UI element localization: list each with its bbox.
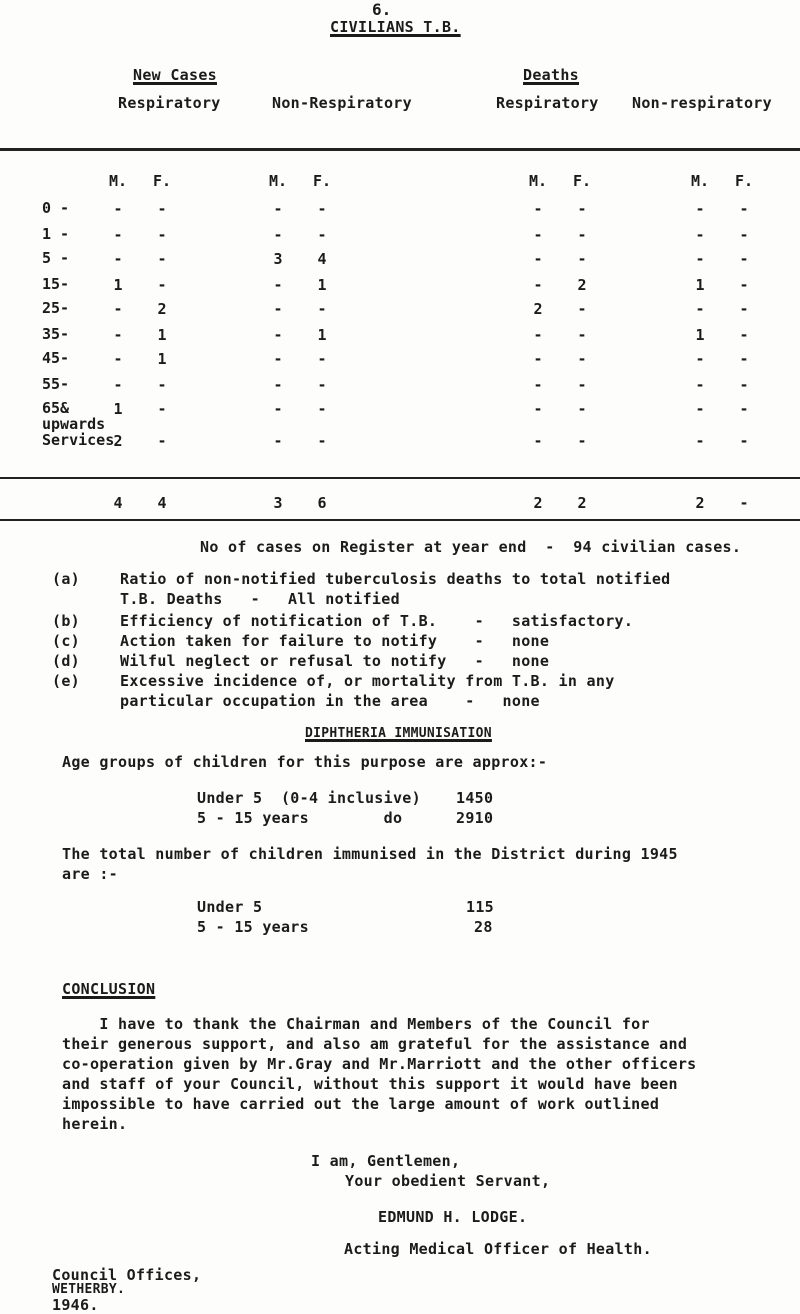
table-cell: -	[317, 376, 327, 394]
table-cell: -	[273, 350, 283, 368]
table-cell: -	[577, 400, 587, 418]
table-cell: -	[533, 200, 543, 218]
item-letter: (a)	[52, 570, 80, 588]
table-cell: -	[113, 326, 123, 344]
item-text-cont: T.B. Deaths - All notified	[120, 590, 400, 608]
table-cell: -	[317, 400, 327, 418]
conclusion-line: impossible to have carried out the large amount of work outlined	[62, 1095, 660, 1113]
table-cell: -	[113, 300, 123, 318]
table-cell: -	[113, 200, 123, 218]
table-cell: 2	[113, 432, 123, 450]
age-group-label: 5 - 15 years do	[197, 809, 403, 827]
item-letter: (c)	[52, 632, 80, 650]
table-cell: -	[157, 250, 167, 268]
total-cell: 4	[113, 494, 123, 512]
conclusion-line: co-operation given by Mr.Gray and Mr.Marriott and the other officers	[62, 1055, 697, 1073]
table-cell: -	[739, 400, 749, 418]
table-cell: -	[577, 226, 587, 244]
age-group-label: 15-	[42, 275, 70, 293]
footer-town: WETHERBY.	[52, 1282, 126, 1297]
table-cell: -	[739, 226, 749, 244]
age-group-label: 1 -	[42, 225, 70, 243]
table-cell: 1	[113, 400, 123, 418]
table-cell: -	[157, 276, 167, 294]
table-cell: -	[273, 326, 283, 344]
table-cell: -	[533, 400, 543, 418]
table-cell: 2	[157, 300, 167, 318]
table-cell: 2	[577, 276, 587, 294]
signature: EDMUND H. LODGE.	[378, 1208, 528, 1226]
table-cell: -	[533, 326, 543, 344]
item-letter: (e)	[52, 672, 80, 690]
sub-heading-nonrespiratory-cases: Non-Respiratory	[272, 94, 412, 112]
table-cell: -	[317, 226, 327, 244]
table-cell: 3	[273, 250, 283, 268]
total-cell: 2	[695, 494, 705, 512]
sex-heading: F.	[572, 172, 592, 190]
table-cell: -	[533, 276, 543, 294]
conclusion-line: and staff of your Council, without this support it would have been	[62, 1075, 678, 1093]
conclusion-line: I have to thank the Chairman and Members of the Council for	[62, 1015, 650, 1033]
total-cell: -	[739, 494, 749, 512]
table-cell: -	[273, 300, 283, 318]
table-cell: 1	[157, 350, 167, 368]
table-cell: -	[695, 350, 705, 368]
table-cell: -	[533, 376, 543, 394]
immunised-total-text: The total number of children immunised in the District during 1945	[62, 845, 678, 863]
immunised-value: 115	[466, 898, 494, 916]
table-cell: -	[157, 226, 167, 244]
table-cell: -	[113, 250, 123, 268]
table-cell: -	[533, 350, 543, 368]
table-cell: -	[577, 250, 587, 268]
immunised-value: 28	[474, 918, 493, 936]
immunised-label: Under 5	[197, 898, 263, 916]
table-cell: 1	[157, 326, 167, 344]
diphtheria-intro: Age groups of children for this purpose are approx:-	[62, 753, 548, 771]
table-cell: 1	[695, 276, 705, 294]
table-cell: 4	[317, 250, 327, 268]
table-cell: -	[157, 376, 167, 394]
table-cell: -	[113, 350, 123, 368]
table-cell: -	[317, 432, 327, 450]
age-group-label: 0 -	[42, 199, 70, 217]
total-cell: 6	[317, 494, 327, 512]
register-note: No of cases on Register at year end - 94 civilian cases.	[200, 538, 742, 556]
age-group-label: Services	[42, 431, 115, 449]
item-text: Wilful neglect or refusal to notify - none	[120, 652, 550, 670]
deaths-heading: Deaths	[523, 66, 579, 84]
page-title: CIVILIANS T.B.	[330, 18, 461, 36]
table-cell: -	[273, 226, 283, 244]
table-cell: -	[157, 400, 167, 418]
table-cell: -	[577, 376, 587, 394]
sex-heading: M.	[528, 172, 548, 190]
age-group-label: 55-	[42, 375, 70, 393]
table-cell: -	[695, 432, 705, 450]
sub-heading-respiratory-deaths: Respiratory	[496, 94, 599, 112]
table-cell: -	[695, 376, 705, 394]
table-cell: -	[317, 350, 327, 368]
item-text-cont: particular occupation in the area - none	[120, 692, 540, 710]
sub-heading-nonrespiratory-deaths: Non-respiratory	[632, 94, 772, 112]
item-text: Ratio of non-notified tuberculosis deaths to total notified	[120, 570, 671, 588]
table-cell: -	[739, 376, 749, 394]
sub-heading-respiratory-cases: Respiratory	[118, 94, 221, 112]
sex-heading: F.	[734, 172, 754, 190]
age-group-value: 1450	[456, 789, 494, 807]
immunised-total-text: are :-	[62, 865, 118, 883]
conclusion-line: their generous support, and also am grateful for the assistance and	[62, 1035, 688, 1053]
table-top-rule	[0, 148, 800, 151]
table-cell: -	[739, 300, 749, 318]
footer-year: 1946.	[52, 1296, 99, 1314]
sex-heading: M.	[108, 172, 128, 190]
conclusion-line: herein.	[62, 1115, 128, 1133]
totals-rule	[0, 519, 800, 521]
table-cell: -	[739, 276, 749, 294]
table-cell: -	[157, 432, 167, 450]
table-cell: -	[273, 200, 283, 218]
table-cell: -	[113, 376, 123, 394]
age-group-label: Under 5 (0-4 inclusive)	[197, 789, 421, 807]
table-cell: -	[695, 250, 705, 268]
age-group-label: 25-	[42, 299, 70, 317]
table-cell: -	[533, 432, 543, 450]
table-bottom-rule	[0, 477, 800, 479]
total-cell: 4	[157, 494, 167, 512]
page-number: 6.	[372, 0, 392, 19]
table-cell: 1	[695, 326, 705, 344]
total-cell: 2	[577, 494, 587, 512]
table-cell: 1	[113, 276, 123, 294]
sex-heading: F.	[152, 172, 172, 190]
sex-heading: M.	[690, 172, 710, 190]
table-cell: -	[739, 432, 749, 450]
table-cell: -	[739, 326, 749, 344]
table-cell: -	[695, 400, 705, 418]
table-cell: -	[273, 276, 283, 294]
item-text: Efficiency of notification of T.B. - satisfactory.	[120, 612, 634, 630]
age-group-value: 2910	[456, 809, 494, 827]
table-cell: -	[739, 250, 749, 268]
total-cell: 2	[533, 494, 543, 512]
table-cell: -	[577, 350, 587, 368]
table-cell: -	[695, 200, 705, 218]
table-cell: -	[695, 226, 705, 244]
sex-heading: F.	[312, 172, 332, 190]
table-cell: -	[533, 250, 543, 268]
immunised-label: 5 - 15 years	[197, 918, 309, 936]
age-group-label: 45-	[42, 349, 70, 367]
item-text: Action taken for failure to notify - none	[120, 632, 550, 650]
table-cell: 2	[533, 300, 543, 318]
item-letter: (d)	[52, 652, 80, 670]
closing-2: Your obedient Servant,	[345, 1172, 551, 1190]
table-cell: -	[577, 432, 587, 450]
table-cell: -	[739, 200, 749, 218]
table-cell: -	[739, 350, 749, 368]
age-group-label: 65& upwards	[42, 399, 106, 433]
table-cell: -	[273, 400, 283, 418]
table-cell: -	[577, 200, 587, 218]
table-cell: 1	[317, 326, 327, 344]
total-cell: 3	[273, 494, 283, 512]
table-cell: -	[317, 200, 327, 218]
age-group-label: 5 -	[42, 249, 70, 267]
table-cell: -	[273, 376, 283, 394]
footer-address: Council Offices,	[52, 1266, 202, 1284]
item-text: Excessive incidence of, or mortality from T.B. in any	[120, 672, 615, 690]
sex-heading: M.	[268, 172, 288, 190]
table-cell: -	[317, 300, 327, 318]
new-cases-heading: New Cases	[133, 66, 217, 84]
table-cell: -	[695, 300, 705, 318]
closing: I am, Gentlemen,	[311, 1152, 461, 1170]
table-cell: -	[577, 326, 587, 344]
position: Acting Medical Officer of Health.	[344, 1240, 652, 1258]
diphtheria-heading: DIPHTHERIA IMMUNISATION	[305, 726, 492, 741]
table-cell: 1	[317, 276, 327, 294]
table-cell: -	[533, 226, 543, 244]
table-cell: -	[273, 432, 283, 450]
table-cell: -	[157, 200, 167, 218]
conclusion-heading: CONCLUSION	[62, 980, 156, 998]
item-letter: (b)	[52, 612, 80, 630]
table-cell: -	[113, 226, 123, 244]
table-cell: -	[577, 300, 587, 318]
age-group-label: 35-	[42, 325, 70, 343]
